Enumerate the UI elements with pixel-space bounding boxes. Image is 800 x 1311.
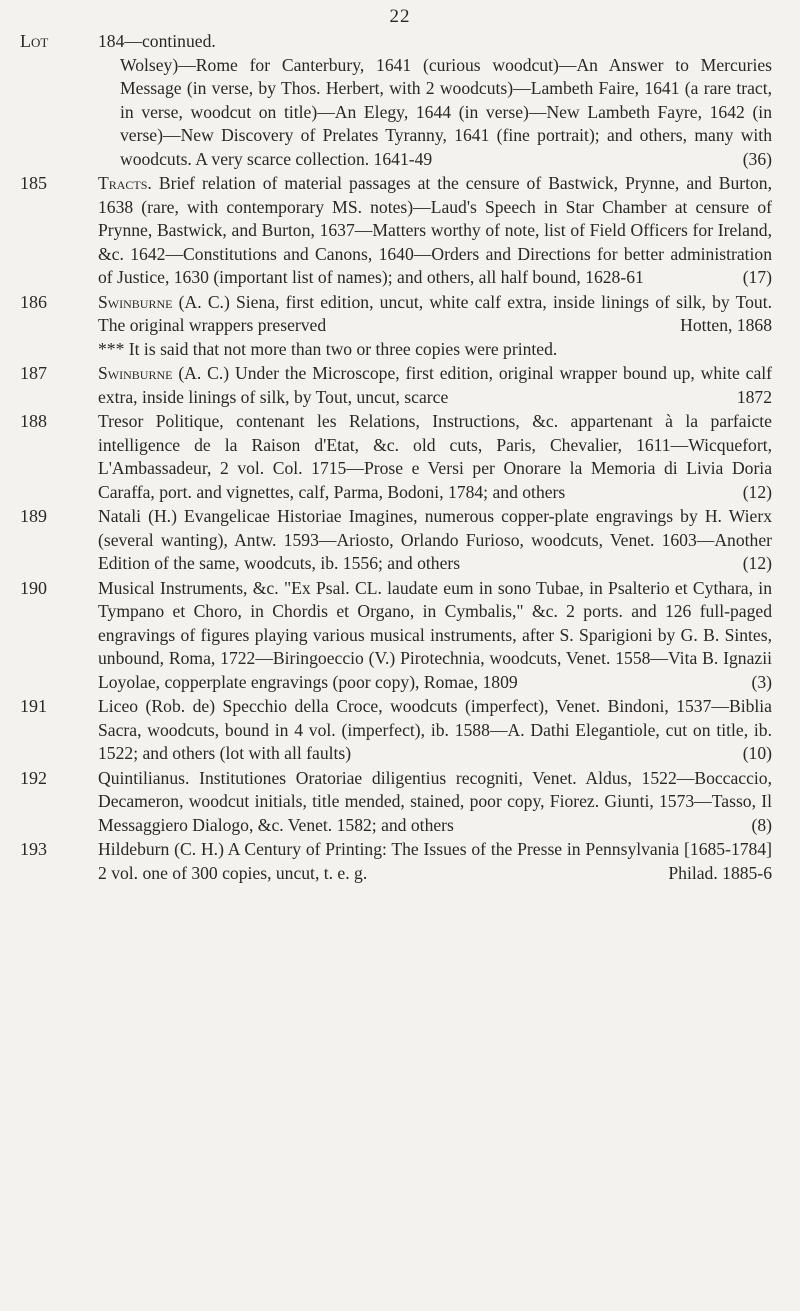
- lot-number: 186: [20, 291, 47, 312]
- lot-body: [98, 577, 772, 695]
- lot-heading: Swinburne: [98, 363, 173, 383]
- lot-price: (17): [742, 267, 772, 287]
- lot-price: (36): [742, 148, 772, 169]
- lot-body: [98, 291, 772, 362]
- lot-191: [20, 695, 772, 766]
- lot-body: [98, 30, 772, 171]
- lot-heading: Natali: [98, 506, 141, 526]
- lot-description: (A. C.) Under the Microscope, first edition, original wrapper bound up, white calf extra, inside linings of silk, by Tout, uncut, scarce: [98, 363, 772, 407]
- lot-description: Institutiones Oratoriae diligentius recogniti, Venet. Aldus, 1522—Boccaccio, Decameron, woodcut initials, title mended, stained, poor copy, Fiorez. Giunti, 1573—Tasso, Il Messaggiero Dialogo, &c. Venet. 1582; and others: [98, 767, 773, 835]
- lot-heading: Liceo: [98, 696, 139, 716]
- lot-description: (Rob. de) Specchio della Croce, woodcuts (imperfect), Venet. Bindoni, 1537—Biblia Sacra, woodcuts, bound in 4 vol. (imperfect), ib. 1588—A. Dathi Elegantiole, cut on title, ib. 1522; and others (lot with all faults): [98, 696, 772, 763]
- lot-description: (H.) Evangelicae Historiae Imagines, numerous copper-plate engravings by H. Wierx (several wanting), Antw. 1593—Ariosto, Orlando Furioso, woodcuts, Venet. 1603—Another Edition of the same, woodcuts, ib. 1556; and others: [98, 506, 772, 573]
- lot-number: 189: [20, 506, 47, 526]
- lot-body: [98, 172, 772, 290]
- lot-number: 192: [20, 767, 47, 788]
- lot-price: Hotten, 1868: [680, 315, 772, 335]
- lot-body: [98, 410, 772, 504]
- lot-description: (C. H.) A Century of Printing: The Issues of the Presse in Pennsylvania [1685-1784] 2 vol. one of 300 copies, uncut, t. e. g.: [98, 839, 772, 883]
- lot-heading: Quintilianus.: [98, 767, 190, 788]
- page-number: 22: [389, 6, 411, 27]
- lot-189: [20, 505, 772, 576]
- lot-heading: Musical: [98, 577, 155, 598]
- lot-185: [20, 172, 772, 290]
- lot-heading: Swinburne: [98, 291, 173, 312]
- lot-188: [20, 410, 772, 504]
- lot-price: (3): [751, 671, 772, 692]
- lot-list: [20, 30, 772, 886]
- lot-number: 188: [20, 411, 47, 431]
- lot-184: [20, 30, 772, 171]
- lot-192: [20, 767, 772, 838]
- lot-190: [20, 577, 772, 695]
- lot-heading: Tresor: [98, 411, 144, 431]
- lot-number: 191: [20, 696, 47, 716]
- lot-price: 1872: [736, 386, 772, 407]
- lot-heading: —continued.: [124, 31, 216, 51]
- lot-body: [98, 505, 772, 576]
- lot-description: Instruments, &c. "Ex Psal. CL. laudate eum in sono Tubae, in Psalterio et Cythara, in Tympano et Choro, in Chordis et Organo, in Cymbalis," &c. 2 ports. and 126 full-paged engravings of figures playing various musical instruments, after S. Sparigioni by G. B. Sintes, unbound, Roma, 1722—Biringoeccio (V.) Pirotechnia, woodcuts, Venet. 1558—Vita B. Ignazii Loyolae, copperplate engravings (poor copy), Romae, 1809: [98, 577, 772, 692]
- lot-price: Philad. 1885-6: [668, 862, 772, 883]
- lot-price: (12): [742, 481, 772, 502]
- lot-187: [20, 362, 772, 409]
- lot-number: 190: [20, 577, 47, 598]
- lot-price: (10): [742, 743, 772, 763]
- lot-heading: Tracts.: [98, 173, 152, 193]
- lot-price: (8): [751, 814, 772, 835]
- lot-price: (12): [742, 553, 772, 573]
- lot-number: 184: [98, 31, 125, 51]
- lot-description: Politique, contenant les Relations, Instructions, &c. appartenant à la parfaicte intelligence de la Raison d'Etat, &c. old cuts, Paris, Chevalier, 1611—Wicquefort, L'Ambassadeur, 2 vol. Col. 1715—Prose e Versi per Onorare la Memoria di Livia Doria Caraffa, port. and vignettes, calf, Parma, Bodoni, 1784; and others: [98, 411, 772, 502]
- lot-body: [98, 695, 772, 766]
- lot-description: Brief relation of material passages at the censure of Bastwick, Prynne, and Burton, 1638 (rare, with contemporary MS. notes)—Laud's Speech in Star Chamber at censure of Prynne, Bastwick, and Burton, 1637—Matters worthy of note, list of Field Officers for Ireland, &c. 1642—Constitutions and Canons, 1640—Orders and Directions for better administration of Justice, 1630 (important list of names); and others, all half bound, 1628-61: [98, 173, 772, 287]
- lot-186: [20, 291, 772, 362]
- lot-number: 185: [20, 173, 47, 193]
- lot-description: (A. C.) Siena, first edition, uncut, white calf extra, inside linings of silk, by Tout. The original wrappers preserved: [98, 291, 772, 335]
- lot-193: [20, 838, 772, 885]
- lot-note: *** It is said that not more than two or three copies were printed.: [98, 338, 558, 359]
- lot-heading: Hildeburn: [98, 839, 170, 859]
- lot-body: [98, 362, 772, 409]
- lot-number: 187: [20, 363, 47, 383]
- lot-body: [98, 767, 772, 838]
- lot-number: 193: [20, 839, 47, 859]
- lot-body: [98, 838, 772, 885]
- lot-description: Wolsey)—Rome for Canterbury, 1641 (curious woodcut)—An Answer to Mercuries Message (in verse, by Thos. Herbert, with 2 woodcuts)—Lambeth Faire, 1641 (a rare tract, in verse, woodcut on title)—An Elegy, 1644 (in verse)—New Lambeth Fayre, 1642 (in verse)—New Discovery of Prelates Tyranny, 1641 (fine portrait); and others, many with woodcuts. A very scarce collection. 1641-49: [120, 54, 772, 169]
- lot-label: Lot: [20, 31, 49, 51]
